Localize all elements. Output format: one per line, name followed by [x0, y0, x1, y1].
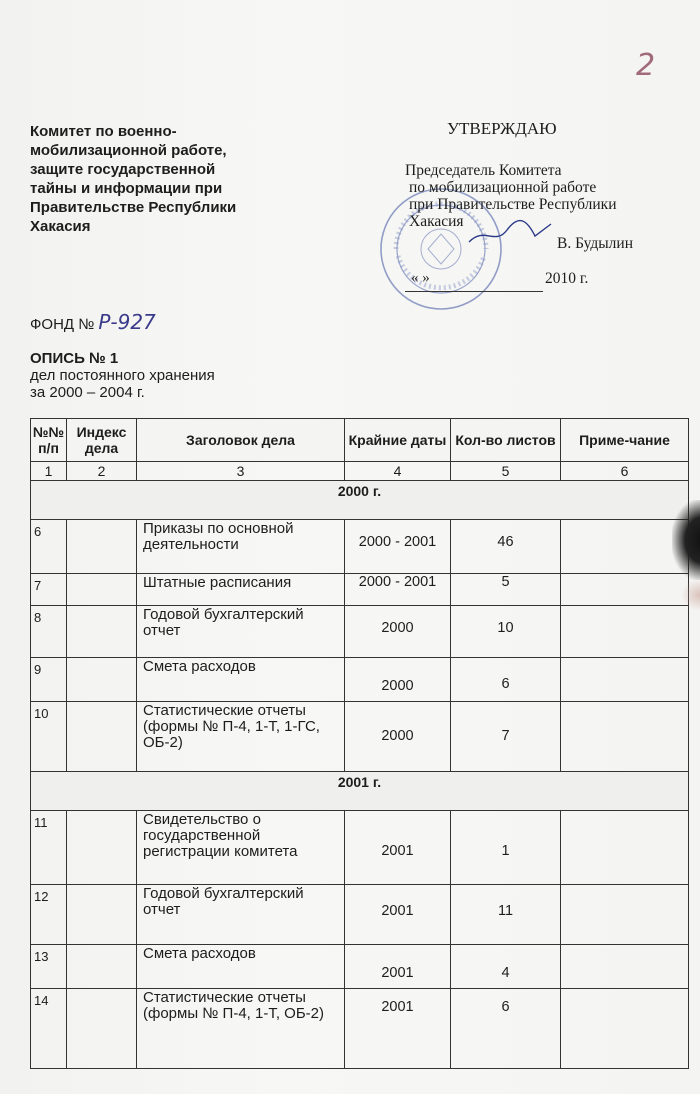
cell-number: 12 [31, 885, 67, 945]
scanner-edge-shadow [672, 500, 700, 580]
cell-title: Статистические отчеты (формы № П-4, 1-Т, 1-ГС, ОБ-2) [137, 702, 345, 772]
cell-note [561, 658, 689, 702]
organization-line: защите государственной [30, 161, 216, 178]
cell-sheets: 6 [451, 658, 561, 702]
column-number: 6 [561, 462, 689, 481]
table-row [31, 885, 689, 945]
cell-number: 9 [31, 658, 67, 702]
page-number-handwritten: 2 [636, 48, 656, 83]
table-row [31, 574, 689, 606]
cell-note [561, 885, 689, 945]
cell-title: Годовой бухгалтерский отчет [137, 606, 345, 658]
approval-date-line [405, 277, 543, 292]
column-header-title: Заголовок дела [137, 419, 345, 462]
approval-heading: УТВЕРЖДАЮ [447, 119, 557, 138]
column-header-sheets: Кол-во листов [451, 419, 561, 462]
fond-line [30, 310, 156, 334]
cell-note [561, 811, 689, 885]
table-row [31, 989, 689, 1069]
approval-line: при Правительстве Республики [409, 196, 617, 213]
cell-number: 7 [31, 574, 67, 606]
cell-title: Смета расходов [137, 945, 345, 989]
column-number: 4 [345, 462, 451, 481]
cell-number: 10 [31, 702, 67, 772]
approval-line: по мобилизационной работе [409, 179, 597, 196]
table-row [31, 658, 689, 702]
cell-number: 8 [31, 606, 67, 658]
year-section-label: 2000 г. [31, 481, 689, 520]
column-header-number: №№ п/п [31, 419, 67, 462]
table-row [31, 520, 689, 574]
fond-number-handwritten: Р-927 [98, 310, 156, 334]
cell-index [67, 606, 137, 658]
cell-index [67, 945, 137, 989]
cell-index [67, 885, 137, 945]
inventory-table [30, 418, 689, 1069]
organization-line: Правительстве Республики [30, 199, 237, 216]
cell-note [561, 574, 689, 606]
cell-title: Свидетельство о государственной регистрации комитета [137, 811, 345, 885]
column-number-row [31, 462, 689, 481]
fond-label: ФОНД № [30, 316, 95, 333]
organization-block [30, 122, 280, 236]
cell-title: Штатные расписания [137, 574, 345, 606]
signature-mark [465, 216, 555, 250]
cell-number: 11 [31, 811, 67, 885]
year-section-row [31, 772, 689, 811]
year-section-row [31, 481, 689, 520]
cell-note [561, 702, 689, 772]
cell-number: 6 [31, 520, 67, 574]
cell-note [561, 989, 689, 1069]
organization-line: мобилизационной работе, [30, 142, 227, 159]
cell-number: 13 [31, 945, 67, 989]
cell-index [67, 702, 137, 772]
scanner-edge-shadow [682, 580, 700, 610]
cell-sheets: 5 [451, 574, 561, 606]
inventory-title: ОПИСЬ № 1 [30, 350, 119, 367]
cell-dates: 2001 [345, 989, 451, 1069]
cell-sheets: 1 [451, 811, 561, 885]
table-row [31, 606, 689, 658]
approval-line: Хакасия [409, 213, 464, 230]
cell-index [67, 989, 137, 1069]
organization-line: Комитет по военно- [30, 123, 177, 140]
cell-sheets: 4 [451, 945, 561, 989]
column-header-dates: Крайние даты [345, 419, 451, 462]
cell-sheets: 11 [451, 885, 561, 945]
column-number: 1 [31, 462, 67, 481]
year-section-label: 2001 г. [31, 772, 689, 811]
cell-dates: 2000 [345, 658, 451, 702]
approval-date-year: 2010 г. [545, 270, 589, 287]
cell-dates: 2000 [345, 702, 451, 772]
cell-dates: 2000 - 2001 [345, 520, 451, 574]
table-row [31, 945, 689, 989]
table-header-row [31, 419, 689, 462]
cell-sheets: 6 [451, 989, 561, 1069]
cell-sheets: 46 [451, 520, 561, 574]
cell-dates: 2001 [345, 945, 451, 989]
table-row [31, 811, 689, 885]
signer-name: В. Будылин [557, 235, 634, 252]
cell-sheets: 7 [451, 702, 561, 772]
cell-title: Статистические отчеты (формы № П-4, 1-Т, ОБ-2) [137, 989, 345, 1069]
cell-number: 14 [31, 989, 67, 1069]
inventory-period: за 2000 – 2004 г. [30, 384, 145, 401]
inventory-subtitle: дел постоянного хранения [30, 367, 215, 384]
column-header-index: Индекс дела [67, 419, 137, 462]
cell-dates: 2000 [345, 606, 451, 658]
cell-title: Смета расходов [137, 658, 345, 702]
cell-dates: 2000 - 2001 [345, 574, 451, 606]
organization-line: Хакасия [30, 218, 91, 235]
cell-title: Годовой бухгалтерский отчет [137, 885, 345, 945]
cell-dates: 2001 [345, 885, 451, 945]
column-number: 2 [67, 462, 137, 481]
column-header-note: Приме-чание [561, 419, 689, 462]
approval-line: Председатель Комитета [405, 162, 562, 179]
cell-index [67, 811, 137, 885]
approval-date-quote: « » [411, 270, 430, 286]
inventory-heading [30, 350, 215, 401]
cell-index [67, 520, 137, 574]
cell-note [561, 520, 689, 574]
cell-title: Приказы по основной деятельности [137, 520, 345, 574]
cell-index [67, 574, 137, 606]
column-number: 5 [451, 462, 561, 481]
cell-index [67, 658, 137, 702]
cell-note [561, 945, 689, 989]
column-number: 3 [137, 462, 345, 481]
cell-dates: 2001 [345, 811, 451, 885]
cell-note [561, 606, 689, 658]
organization-line: тайны и информации при [30, 180, 223, 197]
table-row [31, 702, 689, 772]
cell-sheets: 10 [451, 606, 561, 658]
